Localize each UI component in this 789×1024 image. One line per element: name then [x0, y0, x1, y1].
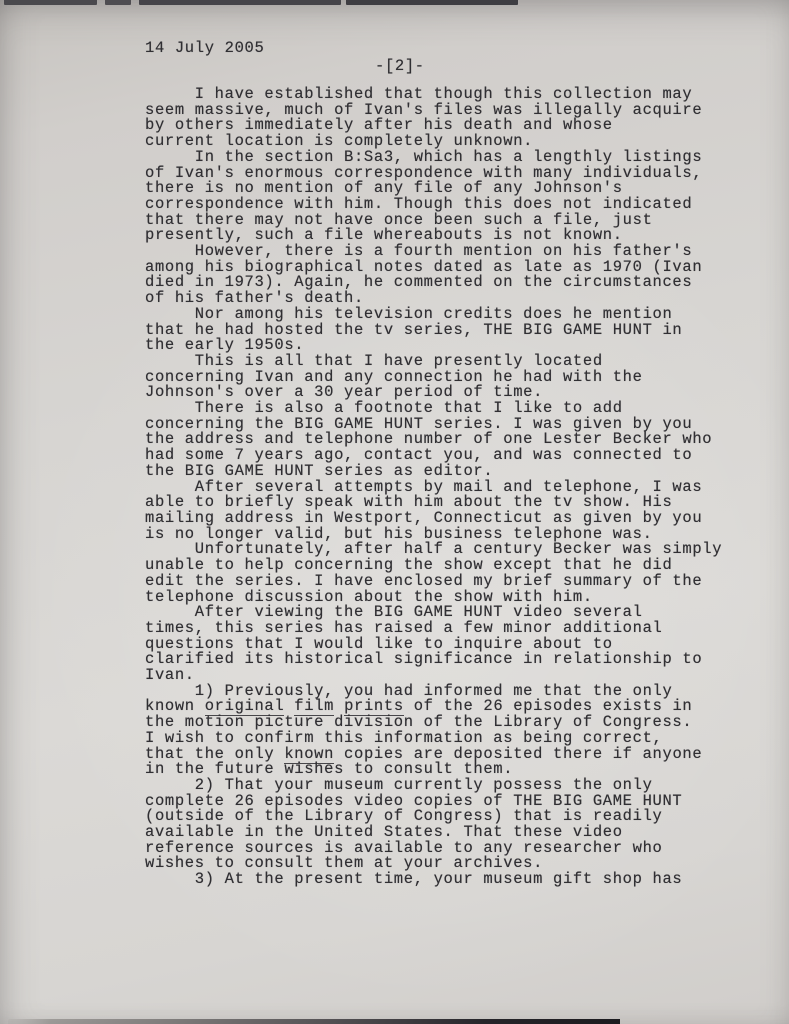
text-segment: reference sources is available to any researcher who	[145, 838, 663, 857]
text-segment: had some 7 years ago, contact you, and was connected to	[145, 446, 693, 465]
text-segment: by others immediately after his death and whose	[145, 116, 613, 135]
text-segment: This is all that I have presently located	[145, 351, 603, 370]
text-segment: able to briefly speak with him about the tv show. His	[145, 493, 673, 512]
scan-edge-artifact-top	[4, 0, 97, 5]
text-segment: I wish to confirm this information as being correct,	[145, 728, 663, 747]
text-segment: correspondence with him. Though this does not indicated	[145, 194, 693, 213]
text-segment: of his father's death.	[145, 289, 364, 308]
document-line	[145, 652, 722, 668]
text-segment: that there may not have once been such a file, just	[145, 210, 653, 229]
page-number: -[2]-	[375, 57, 425, 75]
text-segment: questions that I would like to inquire about to	[145, 634, 613, 653]
text-segment: Ivan.	[145, 666, 195, 685]
scan-edge-artifact-top	[105, 0, 131, 5]
text-segment: the early 1950s.	[145, 336, 305, 355]
text-segment: that he had hosted the tv series, THE BIG GAME HUNT in	[145, 320, 683, 339]
text-segment: In the section B:Sa3, which has a lengthly listings	[145, 147, 703, 166]
text-segment: the motion picture division of the Library of Congress.	[145, 713, 693, 732]
text-segment: of Ivan's enormous correspondence with many individuals,	[145, 163, 703, 182]
text-segment: wishes to consult them at your archives.	[145, 854, 544, 873]
text-segment: is no longer valid, but his business telephone was.	[145, 524, 653, 543]
text-segment: After several attempts by mail and telephone, I was	[145, 477, 703, 496]
text-segment: available in the United States. That these video	[145, 823, 623, 842]
text-segment: in the future wishes to consult them.	[145, 760, 514, 779]
text-segment: complete 26 episodes video copies of THE BIG GAME HUNT	[145, 791, 683, 810]
text-segment: There is also a footnote that I like to add	[145, 399, 623, 418]
text-segment: seem massive, much of Ivan's files was illegally acquire	[145, 100, 703, 119]
letter-body	[145, 87, 722, 888]
text-segment: that the only	[145, 744, 285, 763]
text-segment: of the 26 episodes exists in	[403, 697, 693, 716]
text-segment: After viewing the BIG GAME HUNT video several	[145, 603, 643, 622]
text-segment: mailing address in Westport, Connecticut as given by you	[145, 508, 703, 527]
underlined-text: known	[284, 744, 335, 763]
text-segment: Johnson's over a 30 year period of time.	[145, 383, 544, 402]
text-segment: clarified its historical significance in relationship to	[145, 650, 703, 669]
text-segment: among his biographical notes dated as late as 1970 (Ivan	[145, 257, 703, 276]
underlined-text: prints	[344, 697, 404, 716]
text-segment: 1) Previously, you had informed me that the only	[145, 681, 673, 700]
text-segment: telephone discussion about the show with him.	[145, 587, 593, 606]
scan-edge-artifact-bottom	[8, 1019, 620, 1024]
text-segment: presently, such a file whereabouts is not known.	[145, 226, 623, 245]
text-segment: I have established that though this collection may	[145, 85, 693, 103]
text-segment: Nor among his television credits does he mention	[145, 304, 673, 323]
text-segment: the address and telephone number of one Lester Becker who	[145, 430, 713, 449]
text-segment: times, this series has raised a few minor additional	[145, 618, 663, 637]
text-segment: died in 1973). Again, he commented on the circumstances	[145, 273, 693, 292]
text-segment: However, there is a fourth mention on his father's	[145, 242, 693, 261]
text-segment: known	[145, 697, 205, 716]
text-segment: current location is completely unknown.	[145, 132, 534, 151]
text-segment: unable to help concerning the show except that he did	[145, 556, 673, 575]
text-segment: concerning the BIG GAME HUNT series. I was given by you	[145, 414, 693, 433]
text-segment: edit the series. I have enclosed my brief summary of the	[145, 571, 703, 590]
text-segment: Unfortunately, after half a century Becker was simply	[145, 540, 723, 559]
scan-edge-artifact-top	[139, 0, 341, 5]
document-line	[145, 872, 722, 888]
text-segment: there is no mention of any file of any Johnson's	[145, 179, 623, 198]
text-segment: 3) At the present time, your museum gift shop has	[145, 870, 683, 889]
text-segment: copies are deposited there if anyone	[334, 744, 703, 763]
text-segment: the BIG GAME HUNT series as editor.	[145, 461, 494, 480]
text-segment: (outside of the Library of Congress) that is readily	[145, 807, 663, 826]
text-segment: 2) That your museum currently possess the only	[145, 775, 653, 794]
underlined-text: film	[294, 697, 335, 716]
text-segment: concerning Ivan and any connection he had with the	[145, 367, 643, 386]
scan-edge-artifact-top	[346, 0, 518, 5]
underlined-text: original	[204, 697, 285, 716]
letter-date: 14 July 2005	[145, 39, 265, 57]
